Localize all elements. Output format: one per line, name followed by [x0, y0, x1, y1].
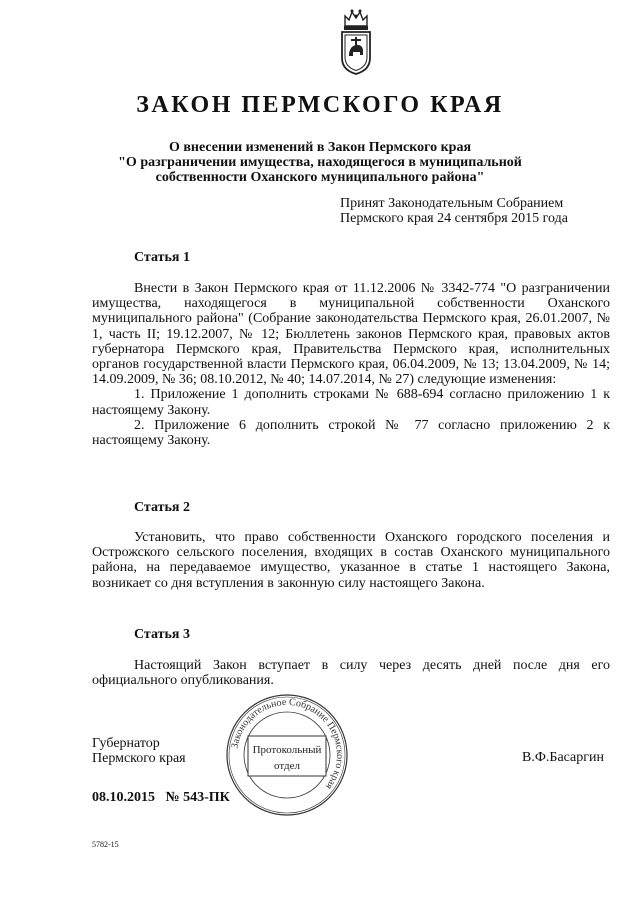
stamp-ring-text: Законодательное Собрание Пермского края [229, 696, 346, 792]
position-line: Губернатор [92, 736, 160, 751]
adoption-line: Принят Законодательным Собранием [340, 196, 564, 211]
article-3-text: Настоящий Закон вступает в силу через десять дней после дня его официального опубликования. [92, 658, 610, 689]
subtitle-line: О внесении изменений в Закон Пермского края [168, 140, 472, 155]
official-stamp [224, 692, 350, 818]
article-2-heading: Статья 2 [134, 500, 190, 515]
article-1-item-2: 2. Приложение 6 дополнить строкой № 77 согласно приложению 2 к настоящему Закону. [92, 417, 610, 449]
article-3-heading: Статья 3 [134, 627, 190, 642]
signatory-name: В.Ф.Басаргин [522, 750, 604, 765]
law-subtitle [110, 140, 530, 185]
article-1-heading: Статья 1 [134, 250, 190, 265]
subtitle-line: "О разграничении имущества, находящегося в муниципальной [118, 155, 522, 170]
article-1-body [92, 281, 610, 448]
article-2-text: Установить, что право собственности Оханского городского поселения и Острожского сельского поселения, входящих в состав Оханского муниципального района, на передаваемое имущество, указанное в статье 1 настоящего Закона, возникает со дня вступления в законную силу настоящего Закона. [92, 530, 610, 591]
stamp-center-line-1: Протокольный [252, 744, 322, 756]
article-1-intro: Внести в Закон Пермского края от 11.12.2006 № 3342-774 "О разграничении имущества, находящегося в муниципальной собственности Оханского муниципального района" (Собрание законодательства Пермского края, 26.01.2007, № 1, часть II; 19.12.2007, № 12; Бюллетень законов Пермского края, правовых актов губернатора Пермского края, Правительства Пермского края, исполнительных органов государственной власти Пермского края, 06.04.2009, № 13; 13.04.2009, № 14; 14.09.2009, № 36; 08.10.2012, № 40; 14.07.2014, № 27) следующие изменения: [92, 281, 610, 388]
adoption-line: Пермского края 24 сентября 2015 года [340, 211, 568, 226]
law-date: 08.10.2015 [92, 790, 155, 805]
signatory-position [92, 736, 186, 766]
law-number: № 543-ПК [165, 790, 230, 805]
position-line: Пермского края [92, 751, 186, 766]
article-2-body [92, 530, 610, 591]
subtitle-line: собственности Оханского муниципального района" [155, 170, 485, 185]
coat-of-arms-icon [336, 8, 376, 76]
article-1-item-1: 1. Приложение 1 дополнить строками № 688-694 согласно приложению 1 к настоящему Закону. [92, 387, 610, 418]
law-date-number [92, 790, 230, 806]
article-3-body [92, 658, 610, 688]
adoption-note [340, 196, 610, 226]
stamp-center-line-2: отдел [274, 760, 300, 772]
law-title: ЗАКОН ПЕРМСКОГО КРАЯ [136, 92, 504, 118]
document-code: 5782-15 [92, 840, 119, 849]
